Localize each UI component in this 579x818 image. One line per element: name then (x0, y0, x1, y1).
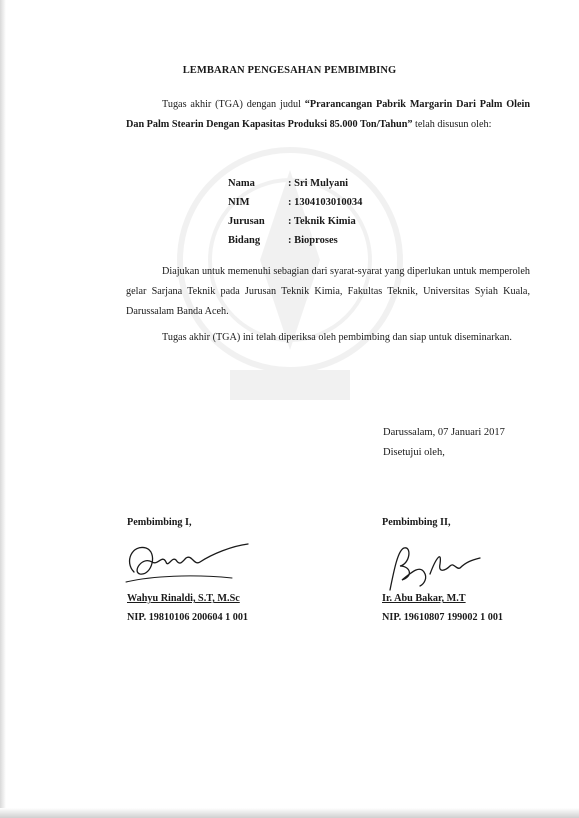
page-edge-shadow (0, 0, 6, 818)
place-date: Darussalam, 07 Januari 2017 (383, 427, 505, 438)
page-title: LEMBARAN PENGESAHAN PEMBIMBING (182, 65, 397, 76)
place-date-block (383, 423, 505, 463)
intro-suffix: telah disusun oleh: (412, 119, 492, 130)
student-info-row (228, 193, 362, 212)
advisor2-name: Ir. Abu Bakar, M.T (382, 593, 466, 604)
review-paragraph: Tugas akhir (TGA) ini telah diperiksa oleh pembimbing dan siap untuk diseminarkan. (162, 332, 512, 343)
advisor1-nip: NIP. 19810106 200604 1 001 (127, 612, 249, 623)
thesis-title: “Prarancangan Pabrik Margarin Dari Palm Olein Dan Palm Stearin Dengan Kapasitas Produksi 85.000 Ton/Tahun” (126, 99, 530, 130)
advisor1-name: Wahyu Rinaldi, S.T, M.Sc (127, 593, 240, 604)
student-info-row (228, 212, 362, 231)
advisor2-role: Pembimbing II, (382, 517, 451, 528)
advisor1-signature (122, 532, 252, 594)
purpose-paragraph: Diajukan untuk memenuhi sebagian dari syarat-syarat yang diperlukan untuk memperoleh gelar Sarjana Teknik pada Jurusan Teknik Kimia, Fakultas Teknik, Universitas Syiah Kuala, Darussalam Banda Aceh. (126, 266, 530, 317)
advisor1-role: Pembimbing I, (127, 517, 192, 528)
info-value: : 1304103010034 (288, 197, 363, 208)
student-info-row (228, 174, 362, 193)
info-label: Nama (228, 178, 255, 189)
student-info (228, 174, 362, 250)
approved-by-label: Disetujui oleh, (383, 447, 445, 458)
advisor2-nip: NIP. 19610807 199002 1 001 (382, 612, 504, 623)
info-value: : Bioproses (288, 235, 338, 246)
info-value: : Sri Mulyani (288, 178, 349, 189)
student-info-row (228, 231, 362, 250)
info-label: NIM (228, 197, 250, 208)
info-value: : Teknik Kimia (288, 216, 356, 227)
page-bottom-shadow (0, 808, 579, 818)
advisor2-signature (380, 540, 490, 595)
intro-prefix: Tugas akhir (TGA) dengan judul (162, 99, 305, 110)
info-label: Jurusan (228, 216, 265, 227)
intro-paragraph (126, 95, 530, 135)
info-label: Bidang (228, 235, 261, 246)
